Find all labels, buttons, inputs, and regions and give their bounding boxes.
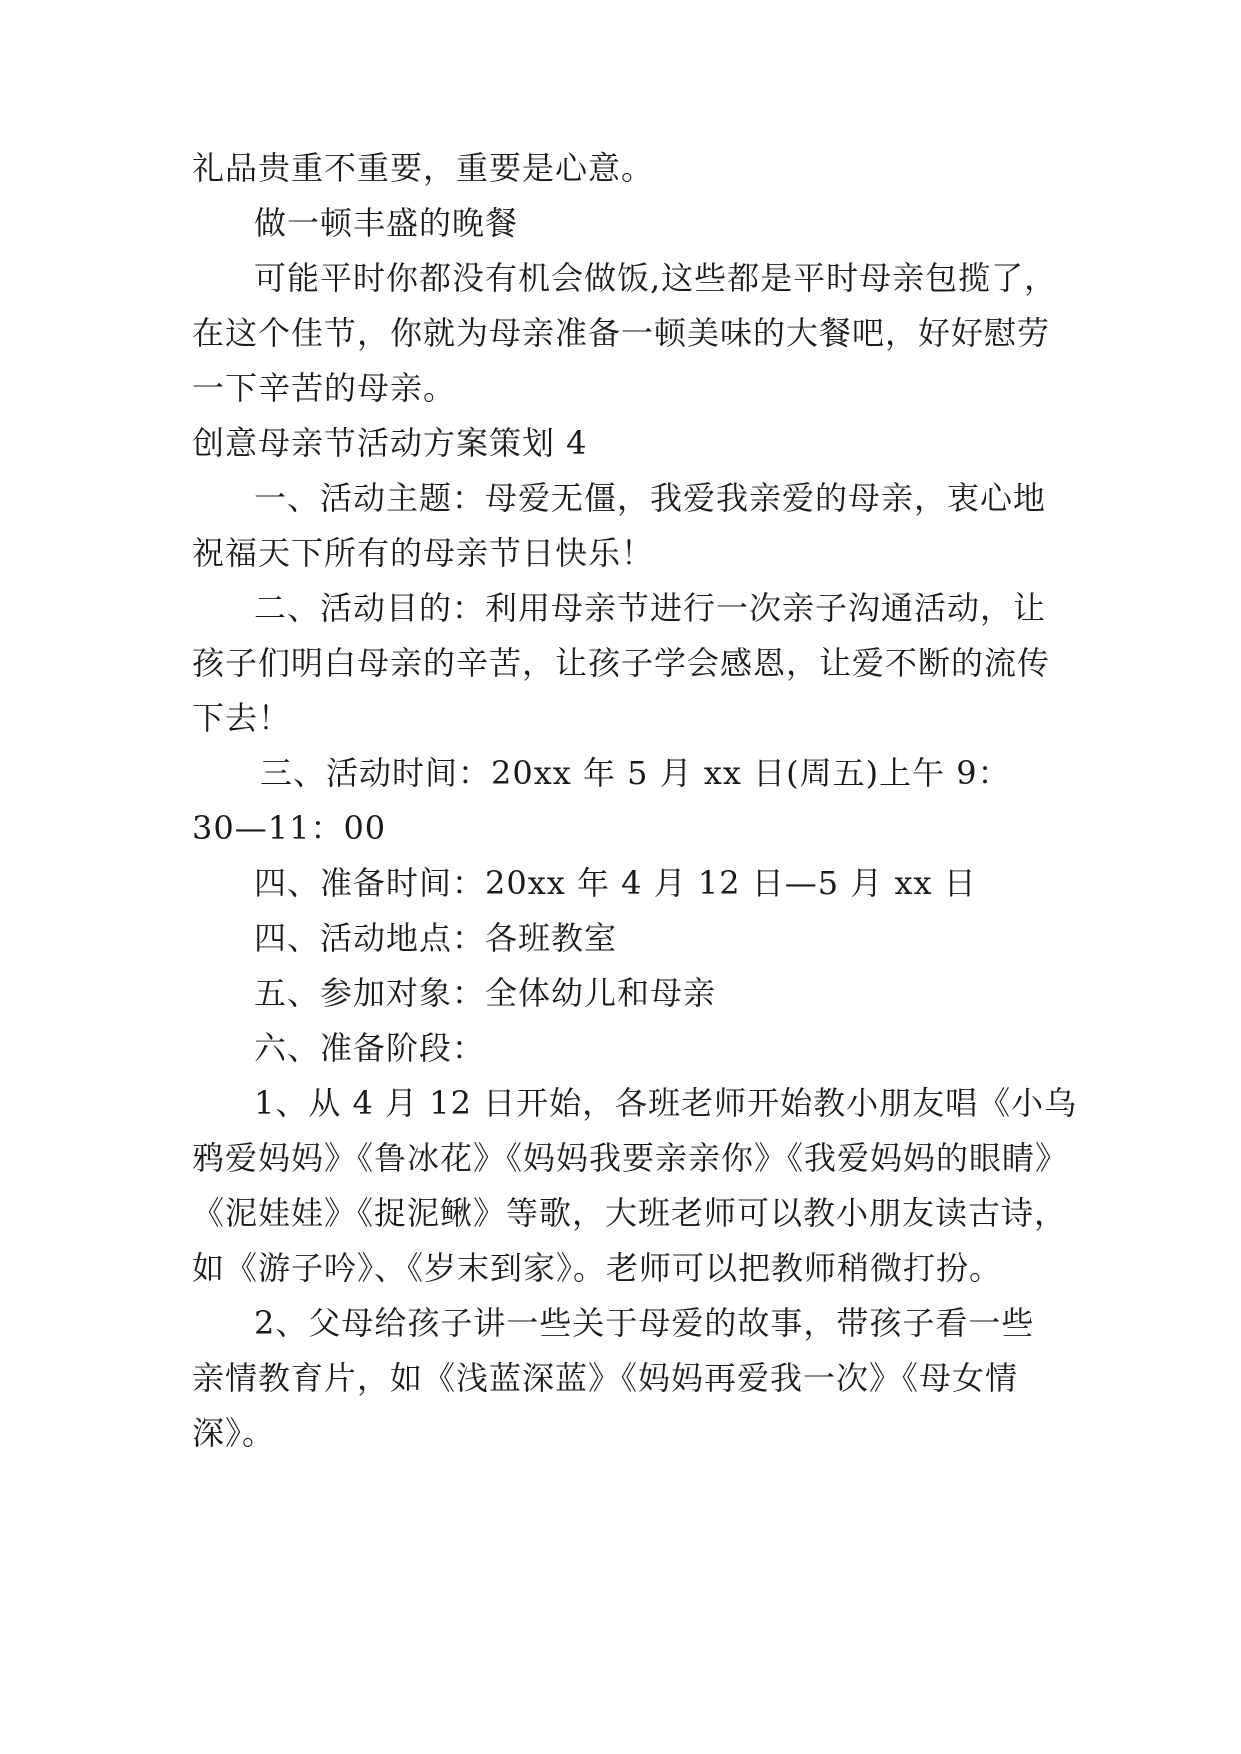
paragraph-line: 三、活动时间：20xx 年 5 月 xx 日(周五)上午 9：	[260, 754, 1011, 792]
paragraph-line: 礼品贵重不重要，重要是心意。	[192, 149, 655, 187]
paragraph-line: 四、准备时间：20xx 年 4 月 12 日—5 月 xx 日	[254, 864, 977, 902]
paragraph-line: 1、从 4 月 12 日开始，各班老师开始教小朋友唱《小乌	[254, 1084, 1078, 1122]
paragraph-line: 亲情教育片，如《浅蓝深蓝》《妈妈再爱我一次》《母女情	[192, 1359, 1019, 1397]
paragraph-line: 祝福天下所有的母亲节日快乐！	[192, 534, 655, 572]
paragraph-line: 在这个佳节，你就为母亲准备一顿美味的大餐吧，好好慰劳	[192, 314, 1051, 352]
paragraph-line: 四、活动地点：各班教室	[254, 919, 618, 957]
paragraph-line: 可能平时你都没有机会做饭,这些都是平时母亲包揽了，	[254, 259, 1058, 297]
document-title: 创意母亲节活动方案策划 4	[192, 424, 588, 462]
paragraph-line: 下去！	[192, 699, 292, 737]
paragraph-line: 鸦爱妈妈》《鲁冰花》《妈妈我要亲亲你》《我爱妈妈的眼睛》	[192, 1139, 1069, 1177]
section-heading: 做一顿丰盛的晚餐	[254, 204, 519, 242]
paragraph-line: 一、活动主题：母爱无僵，我爱我亲爱的母亲，衷心地	[254, 479, 1047, 517]
paragraph-line: 一下辛苦的母亲。	[192, 369, 457, 407]
paragraph-line: 如《游子吟》、《岁末到家》。老师可以把教师稍微打扮。	[192, 1249, 1003, 1287]
paragraph-line: 30—11：00	[192, 809, 387, 847]
paragraph-line: 《泥娃娃》《捉泥鳅》等歌，大班老师可以教小朋友读古诗，	[192, 1194, 1068, 1232]
paragraph-line: 二、活动目的：利用母亲节进行一次亲子沟通活动，让	[254, 589, 1047, 627]
paragraph-line: 深》。	[192, 1414, 276, 1452]
paragraph-line: 五、参加对象：全体幼儿和母亲	[254, 974, 717, 1012]
paragraph-line: 孩子们明白母亲的辛苦，让孩子学会感恩，让爱不断的流传	[192, 644, 1051, 682]
paragraph-line: 2、父母给孩子讲一些关于母爱的故事，带孩子看一些	[254, 1304, 1035, 1342]
paragraph-line: 六、准备阶段：	[254, 1029, 486, 1067]
